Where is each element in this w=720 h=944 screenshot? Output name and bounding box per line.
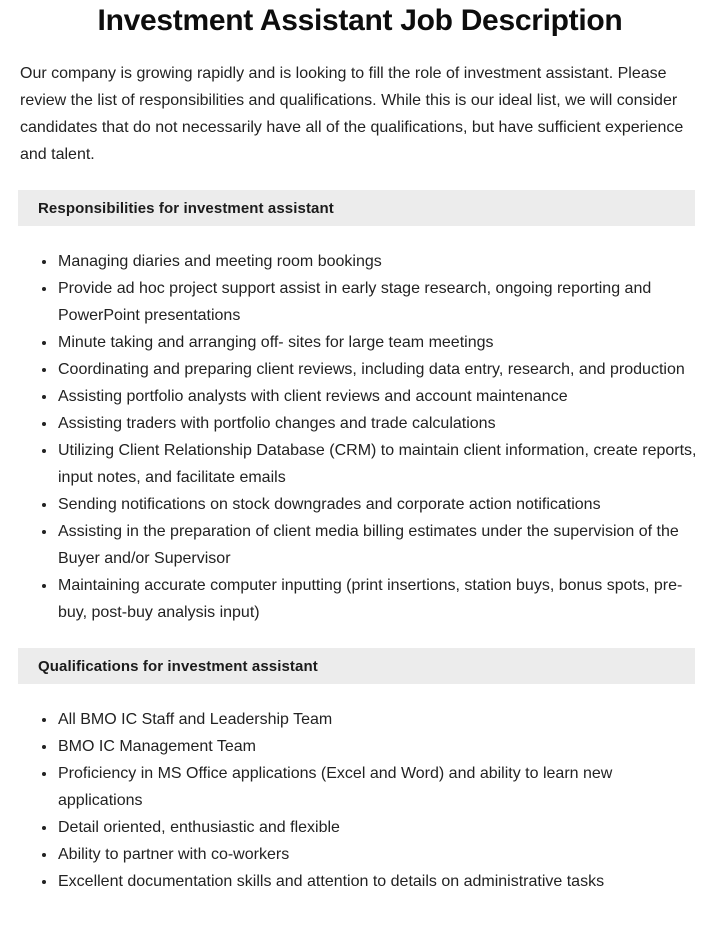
list-item: Assisting portfolio analysts with client reviews and account maintenance <box>0 383 720 410</box>
list-item: Utilizing Client Relationship Database (CRM) to maintain client information, create reports, input notes, and facilitate emails <box>0 437 720 491</box>
list-item: Provide ad hoc project support assist in early stage research, ongoing reporting and PowerPoint presentations <box>0 275 720 329</box>
section-header-responsibilities <box>18 190 695 226</box>
list-item: Proficiency in MS Office applications (Excel and Word) and ability to learn new applications <box>0 760 720 814</box>
section-heading-label: Qualifications for investment assistant <box>38 657 318 675</box>
list-item: Coordinating and preparing client reviews, including data entry, research, and production <box>0 356 720 383</box>
list-item: Detail oriented, enthusiastic and flexible <box>0 814 720 841</box>
list-item: Excellent documentation skills and attention to details on administrative tasks <box>0 868 720 895</box>
list-item: Assisting traders with portfolio changes and trade calculations <box>0 410 720 437</box>
responsibilities-list <box>0 226 720 626</box>
list-item: Sending notifications on stock downgrades and corporate action notifications <box>0 491 720 518</box>
intro-paragraph: Our company is growing rapidly and is looking to fill the role of investment assistant. Please review the list of responsibilities and qualifications. While this is our ideal list, we will consider candidates that do not necessarily have all of the qualifications, but have sufficient experience and talent. <box>20 65 684 163</box>
section-heading-label: Responsibilities for investment assistant <box>38 199 334 217</box>
section-responsibilities <box>0 190 720 626</box>
list-item: Assisting in the preparation of client media billing estimates under the supervision of the Buyer and/or Supervisor <box>0 518 720 572</box>
list-item: Maintaining accurate computer inputting (print insertions, station buys, bonus spots, pre-buy, post-buy analysis input) <box>0 572 720 626</box>
list-item: Minute taking and arranging off- sites for large team meetings <box>0 329 720 356</box>
section-header-qualifications <box>18 648 695 684</box>
list-item: Managing diaries and meeting room bookings <box>0 248 720 275</box>
qualifications-list <box>0 684 720 895</box>
list-item: Ability to partner with co-workers <box>0 841 720 868</box>
section-qualifications <box>0 648 720 895</box>
page-title: Investment Assistant Job Description <box>97 4 623 37</box>
list-item: BMO IC Management Team <box>0 733 720 760</box>
list-item: All BMO IC Staff and Leadership Team <box>0 706 720 733</box>
